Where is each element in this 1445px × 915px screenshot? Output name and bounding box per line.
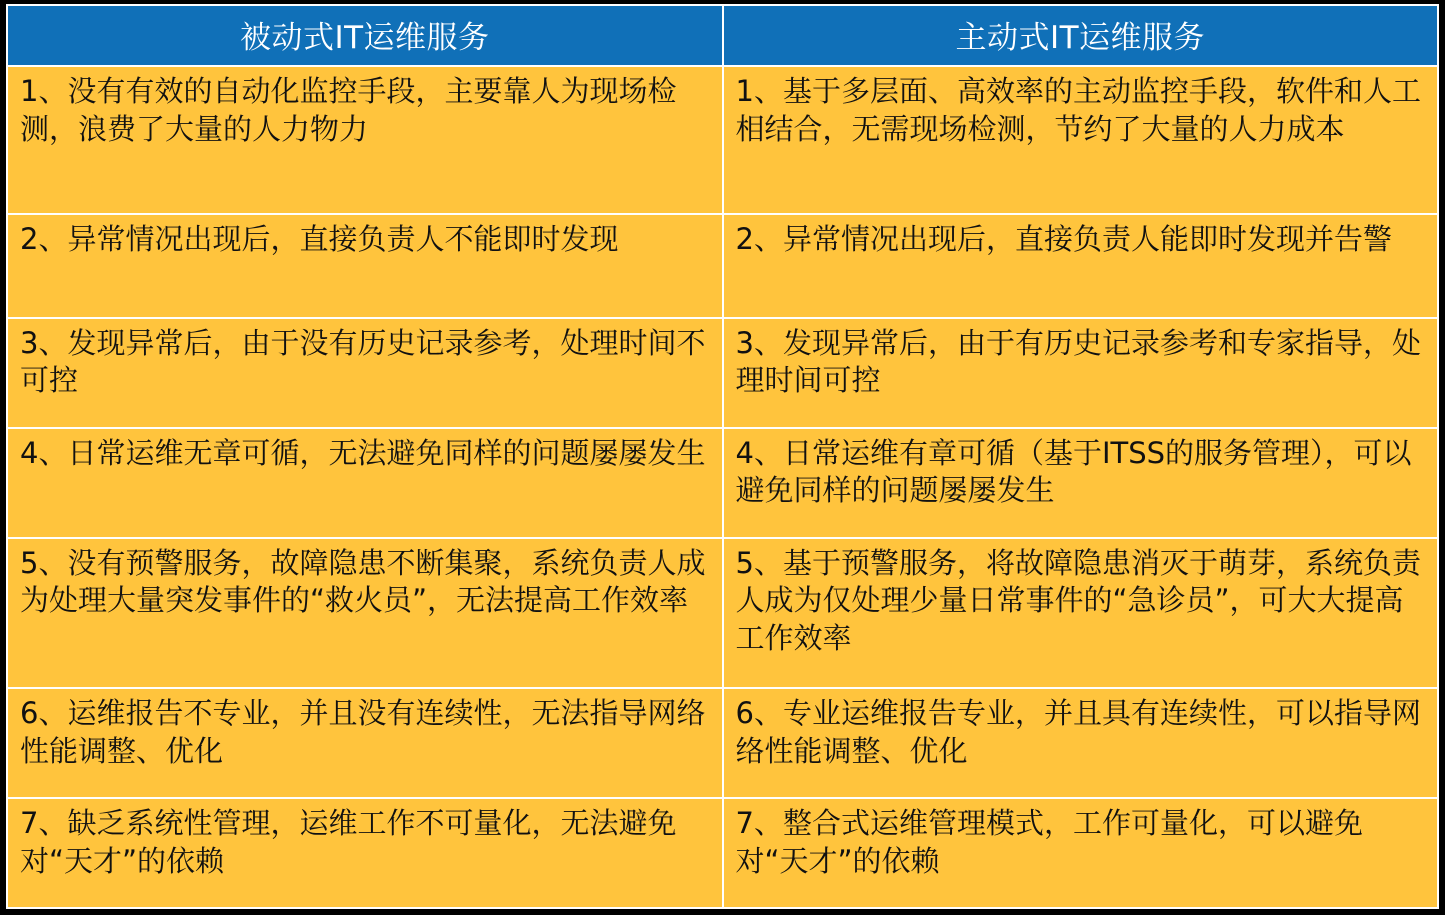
it-ops-comparison-table — [6, 4, 1439, 909]
cell-passive-3: 3、发现异常后，由于没有历史记录参考，处理时间不可控 — [7, 318, 723, 428]
cell-passive-6: 6、运维报告不专业，并且没有连续性，无法指导网络性能调整、优化 — [7, 688, 723, 798]
cell-active-3: 3、发现异常后，由于有历史记录参考和专家指导，处理时间可控 — [723, 318, 1439, 428]
table-row — [7, 688, 1438, 798]
cell-passive-2: 2、异常情况出现后，直接负责人不能即时发现 — [7, 214, 723, 318]
table-row — [7, 66, 1438, 214]
column-header-active: 主动式IT运维服务 — [723, 5, 1439, 66]
cell-active-1: 1、基于多层面、高效率的主动监控手段，软件和人工相结合，无需现场检测，节约了大量的人力成本 — [723, 66, 1439, 214]
cell-passive-5: 5、没有预警服务，故障隐患不断集聚，系统负责人成为处理大量突发事件的“救火员”，无法提高工作效率 — [7, 538, 723, 688]
cell-passive-7: 7、缺乏系统性管理，运维工作不可量化，无法避免对“天才”的依赖 — [7, 798, 723, 908]
table-row — [7, 214, 1438, 318]
table-header-row — [7, 5, 1438, 66]
table-row — [7, 428, 1438, 538]
table-body — [7, 66, 1438, 908]
table-row — [7, 798, 1438, 908]
table-header — [7, 5, 1438, 66]
cell-passive-4: 4、日常运维无章可循，无法避免同样的问题屡屡发生 — [7, 428, 723, 538]
table-row — [7, 538, 1438, 688]
cell-active-5: 5、基于预警服务，将故障隐患消灭于萌芽，系统负责人成为仅处理少量日常事件的“急诊员”，可大大提高工作效率 — [723, 538, 1439, 688]
cell-active-2: 2、异常情况出现后，直接负责人能即时发现并告警 — [723, 214, 1439, 318]
cell-active-7: 7、整合式运维管理模式，工作可量化，可以避免对“天才”的依赖 — [723, 798, 1439, 908]
column-header-passive: 被动式IT运维服务 — [7, 5, 723, 66]
cell-active-6: 6、专业运维报告专业，并且具有连续性，可以指导网络性能调整、优化 — [723, 688, 1439, 798]
table-row — [7, 318, 1438, 428]
cell-active-4: 4、日常运维有章可循（基于ITSS的服务管理），可以避免同样的问题屡屡发生 — [723, 428, 1439, 538]
cell-passive-1: 1、没有有效的自动化监控手段，主要靠人为现场检测，浪费了大量的人力物力 — [7, 66, 723, 214]
